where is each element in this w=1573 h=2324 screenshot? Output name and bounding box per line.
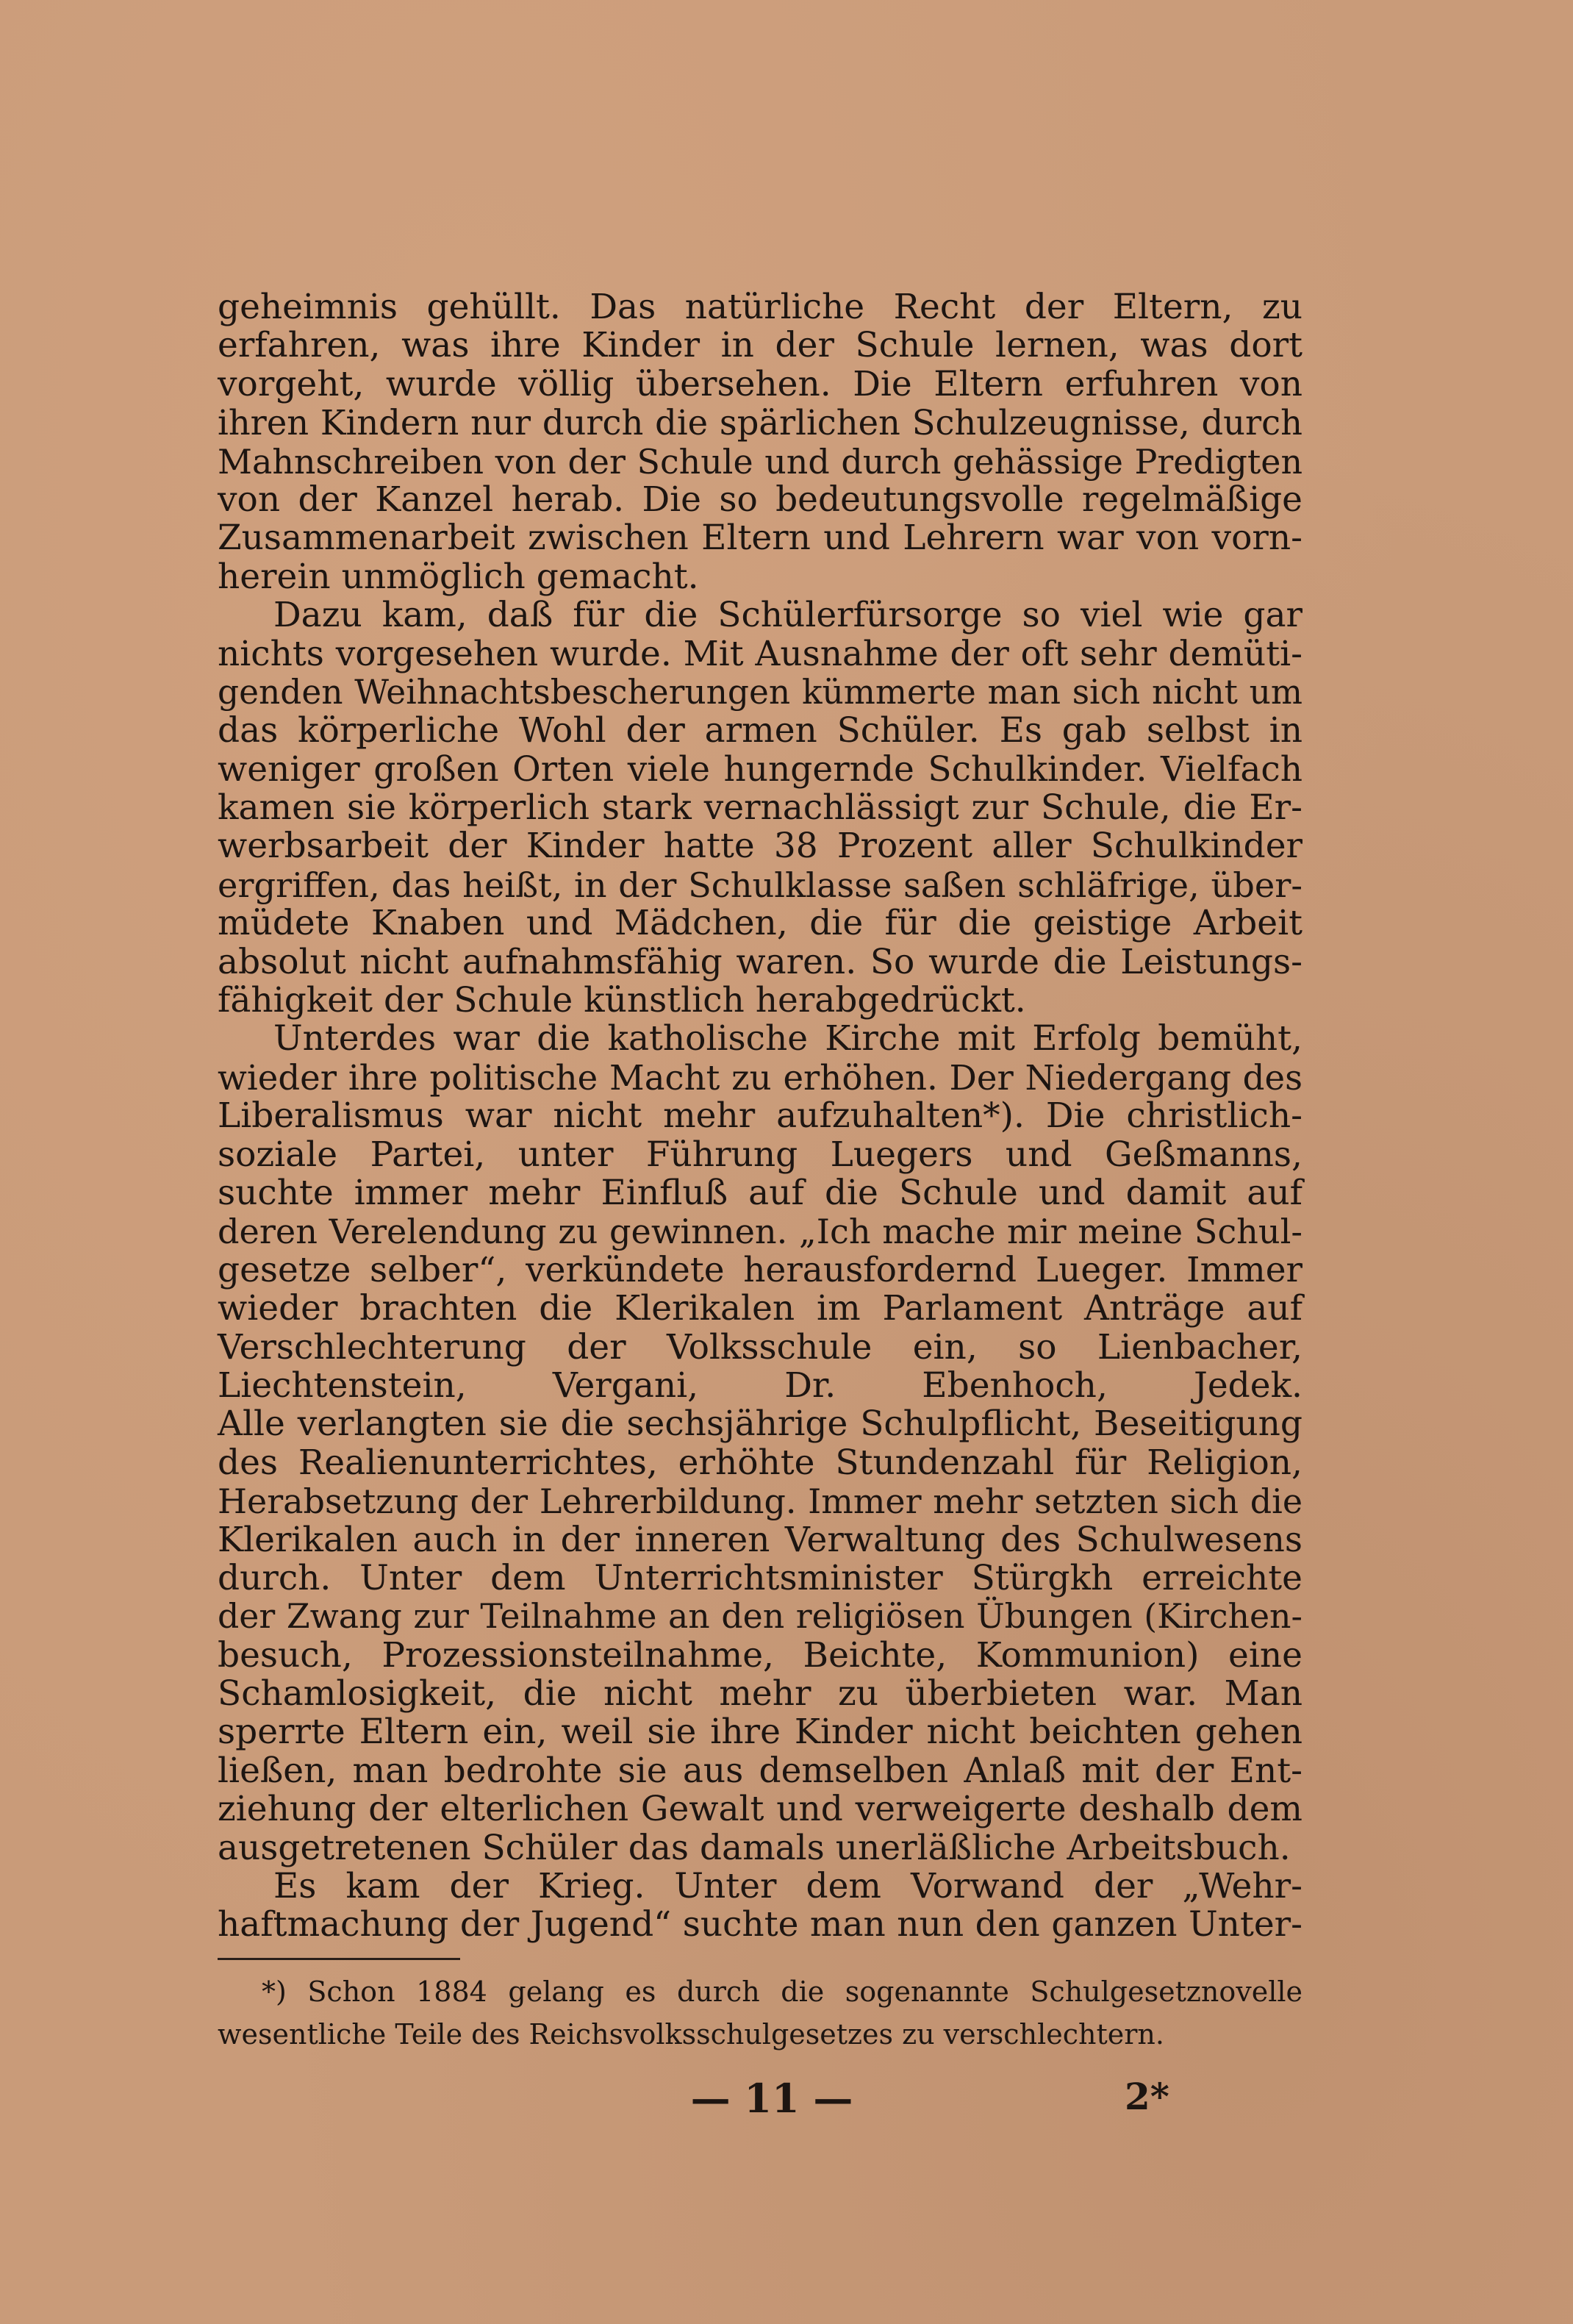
text-line: Zusammenarbeit zwischen Eltern und Lehrern war von vorn- — [218, 518, 1303, 559]
footnote-line: *) Schon 1884 gelang es durch die sogenannte Schulgesetznovelle — [262, 1976, 1303, 2008]
text-line: Herabsetzung der Lehrerbildung. Immer mehr setzten sich die — [218, 1481, 1303, 1522]
text-line: ließen, man bedrohte sie aus demselben Anlaß mit der Ent- — [218, 1750, 1303, 1791]
text-line: absolut nicht aufnahmsfähig waren. So wurde die Leistungs- — [218, 941, 1303, 982]
text-line: werbsarbeit der Kinder hatte 38 Prozent aller Schulkinder — [218, 826, 1303, 867]
text-line: nichts vorgesehen wurde. Mit Ausnahme der oft sehr demüti- — [218, 633, 1303, 674]
text-line: soziale Partei, unter Führung Luegers und Geßmanns, — [218, 1134, 1303, 1175]
text-line: das körperliche Wohl der armen Schüler. Es gab selbst in — [218, 710, 1303, 751]
text-line: durch. Unter dem Unterrichtsminister Stürgkh erreichte — [218, 1557, 1303, 1598]
text-line: genden Weihnachtsbescherungen kümmerte man sich nicht um — [218, 672, 1303, 712]
paragraph-start-line: Unterdes war die katholische Kirche mit Erfolg bemüht, — [273, 1018, 1303, 1059]
text-line: wieder ihre politische Macht zu erhöhen. Der Niedergang des — [218, 1057, 1303, 1098]
footnote — [218, 1970, 1303, 2056]
text-line: deren Verelendung zu gewinnen. „Ich mache mir meine Schul- — [218, 1212, 1303, 1252]
text-line: Schamlosigkeit, die nicht mehr zu überbieten war. Man — [218, 1673, 1303, 1715]
footnote-line: wesentliche Teile des Reichsvolksschulgesetzes zu verschlechtern. — [218, 2018, 1164, 2051]
text-line: Klerikalen auch in der inneren Verwaltung des Schulwesens — [218, 1519, 1303, 1560]
text-line: von der Kanzel herab. Die so bedeutungsvolle regelmäßige — [218, 479, 1303, 520]
text-line: sperrte Eltern ein, weil sie ihre Kinder nicht beichten gehen — [218, 1712, 1303, 1753]
paragraph-start-line: Es kam der Krieg. Unter dem Vorwand der „Wehr- — [273, 1866, 1303, 1907]
text-line: herein unmöglich gemacht. — [218, 556, 699, 597]
text-line: suchte immer mehr Einfluß auf die Schule und damit auf — [218, 1172, 1303, 1213]
text-line: Verschlechterung der Volksschule ein, so Lienbacher, — [218, 1326, 1303, 1367]
text-line: geheimnis gehüllt. Das natürliche Recht der Eltern, zu — [218, 287, 1303, 327]
text-line: müdete Knaben und Mädchen, die für die geistige Arbeit — [218, 903, 1303, 944]
text-line: Mahnschreiben von der Schule und durch gehässige Predigten — [218, 441, 1303, 482]
text-line: erfahren, was ihre Kinder in der Schule lernen, was dort — [218, 325, 1303, 366]
text-line: kamen sie körperlich stark vernachlässigt zur Schule, die Er- — [218, 787, 1303, 829]
text-line: wieder brachten die Klerikalen im Parlament Anträge auf — [218, 1288, 1303, 1329]
text-line: ausgetretenen Schüler das damals unerläßliche Arbeitsbuch. — [218, 1827, 1291, 1868]
text-line: des Realienunterrichtes, erhöhte Stundenzahl für Religion, — [218, 1442, 1303, 1483]
text-line: fähigkeit der Schule künstlich herabgedrückt. — [218, 980, 1026, 1021]
text-line: vorgeht, wurde völlig übersehen. Die Eltern erfuhren von — [218, 363, 1303, 404]
text-line: Alle verlangten sie die sechsjährige Schulpflicht, Beseitigung — [218, 1404, 1303, 1445]
signature-mark: 2* — [1125, 2075, 1169, 2118]
page-number: — 11 — — [690, 2075, 853, 2122]
text-line: Liberalismus war nicht mehr aufzuhalten*). Die christlich- — [218, 1095, 1303, 1137]
text-line: gesetze selber“, verkündete herausfordernd Lueger. Immer — [218, 1249, 1303, 1290]
text-line: ziehung der elterlichen Gewalt und verweigerte deshalb dem — [218, 1789, 1303, 1830]
paragraph-start-line: Dazu kam, daß für die Schülerfürsorge so viel wie gar — [273, 595, 1303, 636]
text-line: Liechtenstein, Vergani, Dr. Ebenhoch, Jedek. — [218, 1365, 1303, 1406]
text-line: ergriffen, das heißt, in der Schulklasse saßen schläfrige, über- — [218, 865, 1303, 905]
footnote-divider — [218, 1958, 460, 1960]
text-line: weniger großen Orten viele hungernde Schulkinder. Vielfach — [218, 748, 1303, 790]
text-line: der Zwang zur Teilnahme an den religiösen Übungen (Kirchen- — [218, 1597, 1303, 1637]
text-line: besuch, Prozessionsteilnahme, Beichte, Kommunion) eine — [218, 1634, 1303, 1676]
text-line: ihren Kindern nur durch die spärlichen Schulzeugnisse, durch — [218, 403, 1303, 443]
text-line: haftmachung der Jugend“ suchte man nun den ganzen Unter- — [218, 1904, 1303, 1945]
main-text — [218, 288, 1303, 1945]
